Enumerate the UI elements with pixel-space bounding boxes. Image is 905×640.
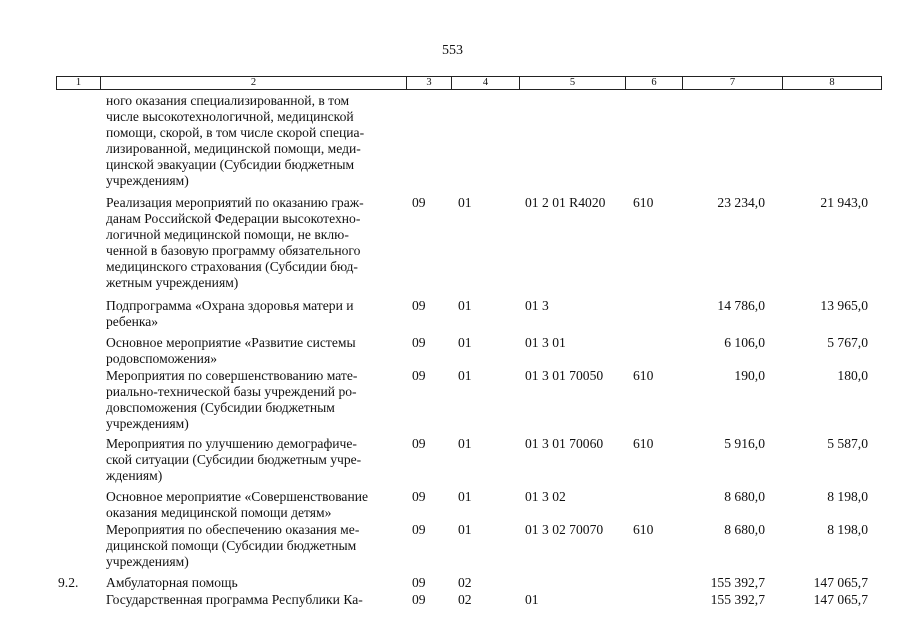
- row-name-line: Реализация мероприятий по оказанию граж-: [106, 195, 364, 210]
- row-amount-col8: 147 065,7: [813, 592, 868, 607]
- row-section-code: 09: [412, 195, 426, 210]
- table-header: [56, 76, 882, 90]
- row-name-line: учреждениям): [106, 416, 189, 431]
- row-amount-col7: 6 106,0: [724, 335, 765, 350]
- row-name-line: Основное мероприятие «Развитие системы: [106, 335, 356, 350]
- row-amount-col8: 5 767,0: [827, 335, 868, 350]
- row-name-line: учреждениям): [106, 554, 189, 569]
- row-name: [106, 592, 402, 608]
- row-section-code: 09: [412, 522, 426, 537]
- row-amount-col8: 180,0: [837, 368, 868, 383]
- header-col-6: 6: [626, 77, 683, 89]
- page-number: 553: [442, 43, 463, 58]
- row-name: [106, 195, 402, 291]
- row-name: [106, 522, 402, 570]
- row-subsection-code: 01: [458, 195, 472, 210]
- row-target-article-code: 01 3 01 70050: [525, 368, 604, 383]
- row-amount-col7: 8 680,0: [724, 522, 765, 537]
- row-name-line: ской ситуации (Субсидии бюджетным учре-: [106, 452, 362, 467]
- row-name: [106, 489, 402, 521]
- row-subsection-code: 01: [458, 489, 472, 504]
- row-name-line: данам Российской Федерации высокотехно-: [106, 211, 361, 226]
- header-col-3: 3: [407, 77, 452, 89]
- row-name-line: довспоможения (Субсидии бюджетным: [106, 400, 335, 415]
- row-name-line: ребенка»: [106, 314, 159, 329]
- row-target-article-code: 01 3 02 70070: [525, 522, 604, 537]
- row-expense-type-code: 610: [633, 436, 654, 451]
- row-amount-col7: 14 786,0: [717, 298, 765, 313]
- row-amount-col8: 5 587,0: [827, 436, 868, 451]
- row-subsection-code: 01: [458, 522, 472, 537]
- header-col-4: 4: [452, 77, 520, 89]
- row-target-article-code: 01 3 01 70060: [525, 436, 604, 451]
- row-target-article-code: 01 3: [525, 298, 549, 313]
- row-section-code: 09: [412, 575, 426, 590]
- row-name-line: логичной медицинской помощи, не вклю-: [106, 227, 349, 242]
- row-section-code: 09: [412, 489, 426, 504]
- row-name-line: риально-технической базы учреждений ро-: [106, 384, 357, 399]
- row-subsection-code: 01: [458, 436, 472, 451]
- row-amount-col7: 8 680,0: [724, 489, 765, 504]
- row-name: [106, 335, 402, 367]
- row-subsection-code: 02: [458, 592, 472, 607]
- row-name-line: числе высокотехнологичной, медицинской: [106, 109, 354, 124]
- row-name-line: учреждениям): [106, 173, 189, 188]
- row-subsection-code: 01: [458, 335, 472, 350]
- row-amount-col8: 8 198,0: [827, 489, 868, 504]
- row-name: [106, 436, 402, 484]
- row-name-line: Государственная программа Республики Ка-: [106, 592, 363, 607]
- row-subsection-code: 02: [458, 575, 472, 590]
- row-name-line: Мероприятия по улучшению демографиче-: [106, 436, 357, 451]
- row-amount-col8: 21 943,0: [820, 195, 868, 210]
- row-target-article-code: 01 2 01 R4020: [525, 195, 606, 210]
- header-col-5: 5: [520, 77, 626, 89]
- row-expense-type-code: 610: [633, 195, 654, 210]
- row-name-line: жетным учреждениям): [106, 275, 239, 290]
- row-name-line: ждениям): [106, 468, 163, 483]
- row-subsection-code: 01: [458, 368, 472, 383]
- row-amount-col7: 5 916,0: [724, 436, 765, 451]
- row-amount-col7: 190,0: [734, 368, 765, 383]
- row-amount-col7: 155 392,7: [710, 592, 765, 607]
- row-name-line: Амбулаторная помощь: [106, 575, 238, 590]
- row-amount-col8: 8 198,0: [827, 522, 868, 537]
- row-name-line: Мероприятия по совершенствованию мате-: [106, 368, 358, 383]
- row-target-article-code: 01: [525, 592, 539, 607]
- row-name: [106, 93, 402, 189]
- row-name-line: Основное мероприятие «Совершенствование: [106, 489, 369, 504]
- row-name-line: лизированной, медицинской помощи, меди-: [106, 141, 361, 156]
- header-col-8: 8: [829, 77, 835, 88]
- row-expense-type-code: 610: [633, 368, 654, 383]
- row-expense-type-code: 610: [633, 522, 654, 537]
- row-name-line: медицинского страхования (Субсидии бюд-: [106, 259, 358, 274]
- row-section-code: 09: [412, 436, 426, 451]
- row-name-line: дицинской помощи (Субсидии бюджетным: [106, 538, 357, 553]
- row-name-line: ного оказания специализированной, в том: [106, 93, 350, 108]
- row-amount-col8: 13 965,0: [820, 298, 868, 313]
- row-section-code: 09: [412, 298, 426, 313]
- header-col-7: 7: [683, 77, 783, 89]
- row-name-line: оказания медицинской помощи детям»: [106, 505, 332, 520]
- row-name-line: Мероприятия по обеспечению оказания ме-: [106, 522, 360, 537]
- row-name-line: цинской эвакуации (Субсидии бюджетным: [106, 157, 355, 172]
- row-name-line: родовспоможения»: [106, 351, 218, 366]
- row-amount-col8: 147 065,7: [813, 575, 868, 590]
- row-name: [106, 368, 402, 432]
- row-subsection-code: 01: [458, 298, 472, 313]
- header-col-1: 1: [57, 77, 101, 89]
- row-name-line: Подпрограмма «Охрана здоровья матери и: [106, 298, 354, 313]
- row-name: [106, 298, 402, 330]
- row-name: [106, 575, 402, 591]
- row-name-line: помощи, скорой, в том числе скорой специа-: [106, 125, 365, 140]
- row-amount-col7: 155 392,7: [710, 575, 765, 590]
- row-target-article-code: 01 3 02: [525, 489, 566, 504]
- row-section-code: 09: [412, 368, 426, 383]
- row-amount-col7: 23 234,0: [717, 195, 765, 210]
- row-target-article-code: 01 3 01: [525, 335, 566, 350]
- row-number: 9.2.: [58, 575, 79, 590]
- row-section-code: 09: [412, 592, 426, 607]
- header-col-2: 2: [101, 77, 407, 89]
- row-name-line: ченной в базовую программу обязательного: [106, 243, 361, 258]
- row-section-code: 09: [412, 335, 426, 350]
